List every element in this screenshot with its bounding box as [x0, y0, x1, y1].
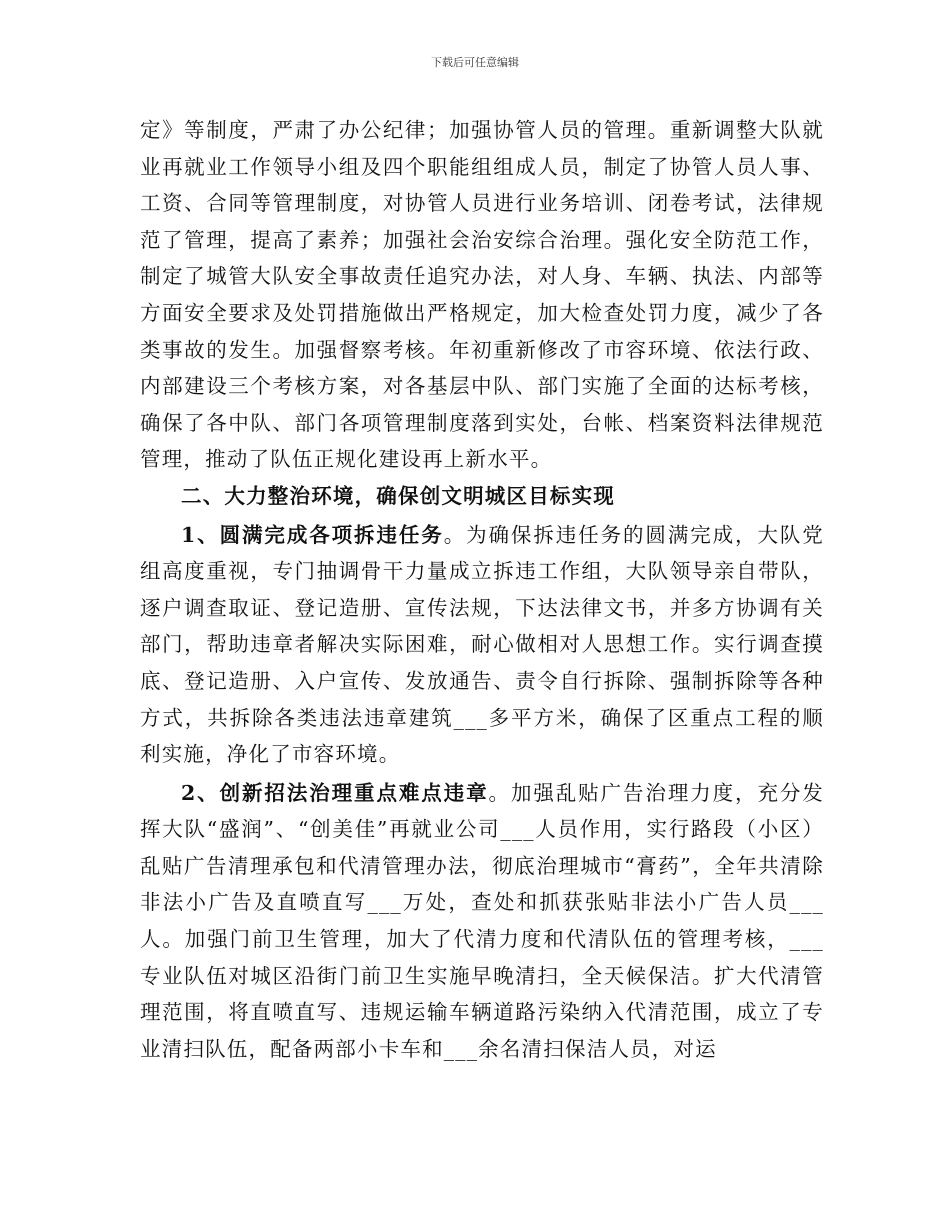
list-item-2: [140, 775, 824, 1068]
list-item-2-body: 。加强乱贴广告治理力度，充分发挥大队“盛润”、“创美佳”再就业公司___人员作用，实行路段（小区）乱贴广告清理承包和代清管理办法，彻底治理城市“膏药”，全年共清除非法小广告及直喷直写___万处，查处和抓获张贴非法小广告人员___人。加强门前卫生管理，加大了代清力度和代清队伍的管理考核，___专业队伍对城区沿街门前卫生实施早晚清扫，全天候保洁。扩大代清管理范围，将直喷直写、违规运输车辆道路污染纳入代清范围，成立了专业清扫队伍，配备两部小卡车和___余名清扫保洁人员，对运: [140, 780, 824, 1061]
list-item-1-body: 。为确保拆违任务的圆满完成，大队党组高度重视，专门抽调骨干力量成立拆违工作组，大队领导亲自带队，逐户调查取证、登记造册、宣传法规，下达法律文书，并多方协调有关部门，帮助违章者解决实际困难，耐心做相对人思想工作。实行调查摸底、登记造册、入户宣传、发放通告、责令自行拆除、强制拆除等各种方式，共拆除各类违法违章建筑___多平方米，确保了区重点工程的顺利实施，净化了市容环境。: [140, 522, 824, 767]
list-item-2-title: 2、创新招法治理重点难点违章: [181, 780, 489, 805]
section-heading-2: 二、大力整治环境，确保创文明城区目标实现: [181, 483, 615, 508]
list-item-1-title: 1、圆满完成各项拆违任务: [181, 522, 444, 547]
document-body: [140, 112, 824, 1067]
list-item-1: [140, 517, 824, 773]
page-header: 下载后可任意编辑: [431, 56, 519, 69]
paragraph-continuation: 定》等制度，严肃了办公纪律；加强协管人员的管理。重新调整大队就业再就业工作领导小组及四个职能组组成人员，制定了协管人员人事、工资、合同等管理制度，对协管人员进行业务培训、闭卷考试，法律规范了管理，提高了素养；加强社会治安综合治理。强化安全防范工作，制定了城管大队安全事故责任追究办法，对人身、车辆、执法、内部等方面安全要求及处罚措施做出严格规定，加大检查处罚力度，减少了各类事故的发生。加强督察考核。年初重新修改了市容环境、依法行政、内部建设三个考核方案，对各基层中队、部门实施了全面的达标考核，确保了各中队、部门各项管理制度落到实处，台帐、档案资料法律规范管理，推动了队伍正规化建设再上新水平。: [140, 118, 824, 472]
